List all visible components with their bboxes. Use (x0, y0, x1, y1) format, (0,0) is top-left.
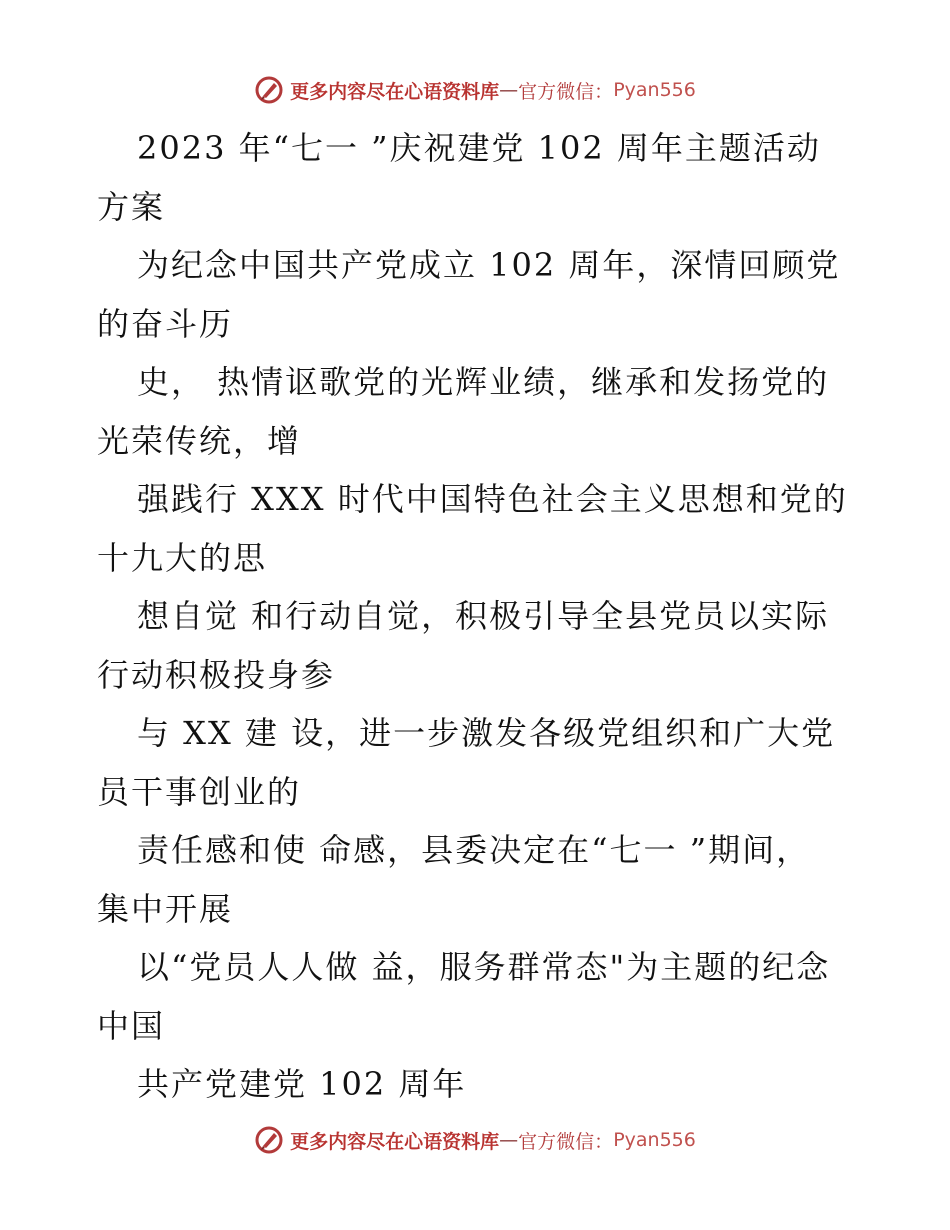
doc-line: 为纪念中国共产党成立 102 周年，深情回顾党 (137, 246, 841, 284)
doc-line: 与 XX 建 设，进一步激发各级党组织和广大党 (137, 714, 836, 752)
pen-logo-icon (254, 1125, 284, 1155)
doc-line: 员干事创业的 (97, 773, 302, 811)
doc-line: 光荣传统，增 (97, 422, 302, 460)
watermark-footer (0, 1120, 950, 1160)
doc-line: 行动积极投身参 (97, 656, 336, 694)
doc-line: 责任感和使 命感，县委决定在“七一 ”期间， (137, 831, 811, 869)
doc-line: 共产党建党 102 周年 (137, 1065, 467, 1103)
doc-line: 中国 (97, 1007, 166, 1045)
watermark-site-text: 更多内容尽在心语资料库 (290, 1130, 500, 1153)
doc-line: 史， 热情讴歌党的光辉业绩，继承和发扬党的 (137, 363, 830, 401)
doc-line: 强践行 XXX 时代中国特色社会主义思想和党的 (137, 480, 848, 518)
watermark-site-text: 更多内容尽在心语资料库 (290, 80, 500, 103)
doc-line: 想自觉 和行动自觉，积极引导全县党员以实际 (137, 597, 830, 635)
doc-line: 的奋斗历 (97, 305, 234, 343)
watermark-official-label: 官方微信： (518, 80, 614, 103)
doc-line: 以“党员人人做 益，服务群常态"为主题的纪念 (137, 948, 831, 986)
doc-line-title: 2023 年“七一 ”庆祝建党 102 周年主题活动 (137, 129, 821, 167)
watermark-official-label: 官方微信： (518, 1130, 614, 1153)
doc-line: 十九大的思 (97, 539, 268, 577)
watermark-account: Pyan556 (613, 79, 696, 101)
watermark-separator: — (499, 1129, 519, 1151)
doc-line-title-cont: 方案 (97, 188, 166, 226)
watermark-account: Pyan556 (613, 1129, 696, 1151)
watermark-separator: — (499, 79, 519, 101)
doc-line: 集中开展 (97, 890, 234, 928)
